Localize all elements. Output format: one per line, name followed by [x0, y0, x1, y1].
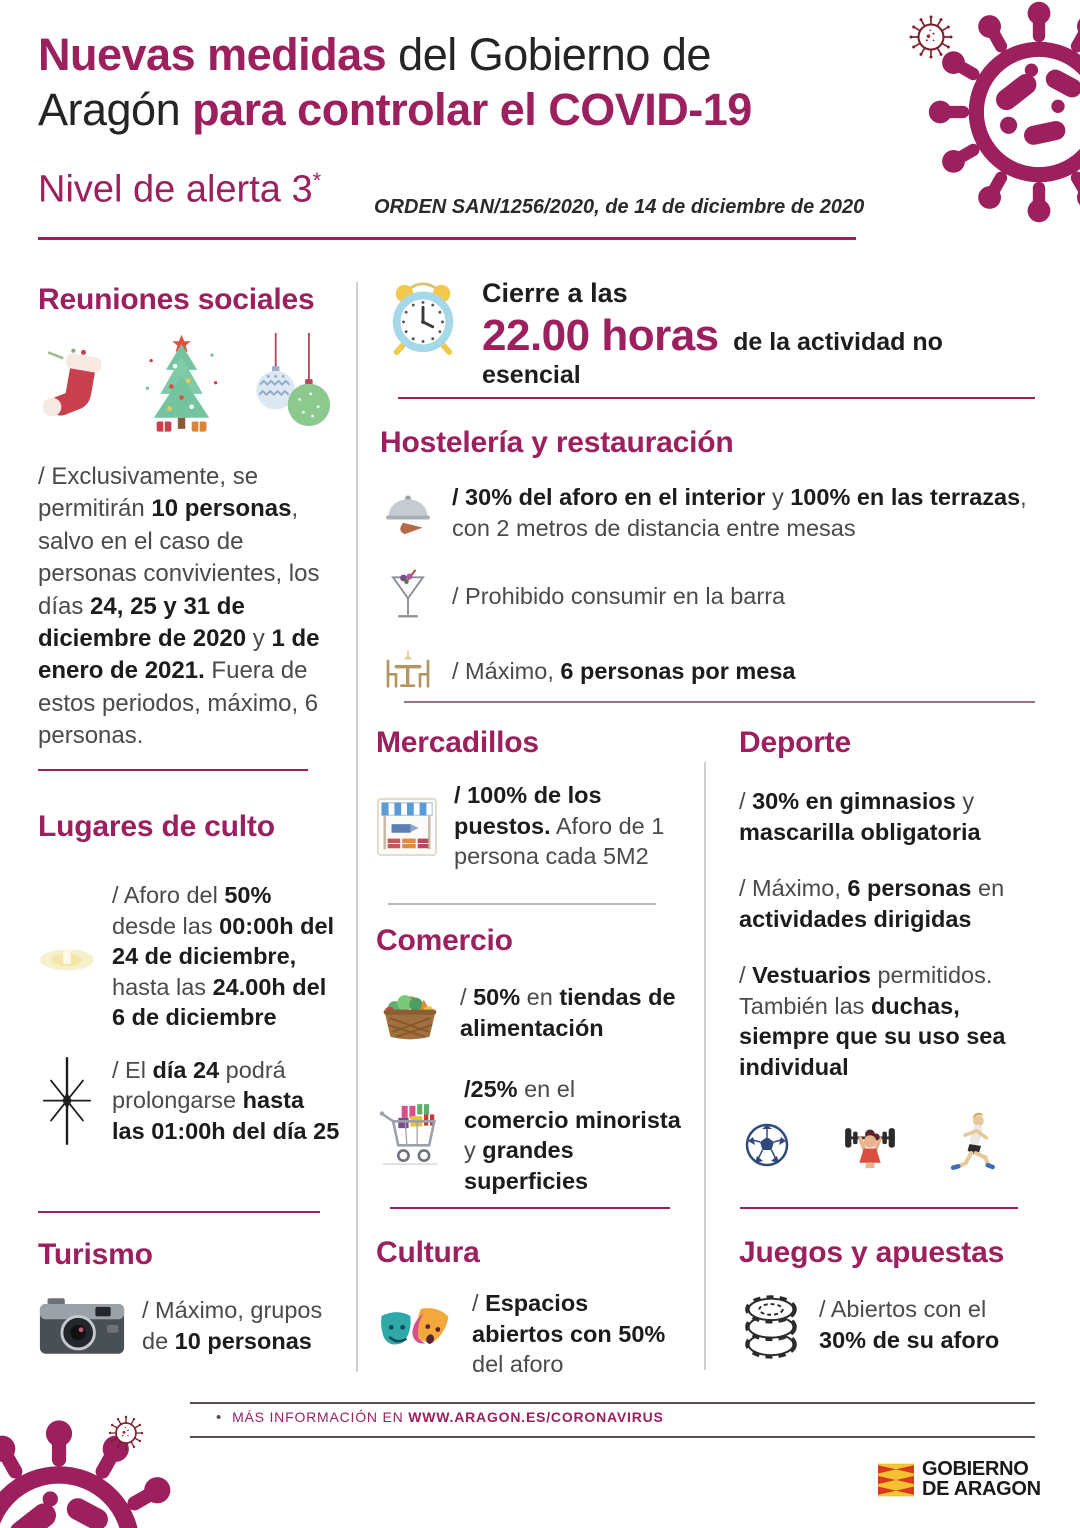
divider-left-1	[38, 769, 308, 771]
footer-bullet: •	[216, 1409, 223, 1426]
turismo-item	[38, 1292, 353, 1360]
footer-divider-top	[190, 1402, 1035, 1404]
hosteleria-item-aforo-text: / 30% del aforo en el interior y 100% en las terrazas, con 2 metros de distancia entre mesas	[452, 484, 1027, 541]
section-title-turismo: Turismo	[38, 1238, 153, 1271]
hosteleria-item-aforo	[380, 482, 1038, 543]
camera-icon	[38, 1292, 126, 1360]
alarm-clock-icon	[384, 278, 462, 358]
section-hosteleria	[380, 426, 1038, 693]
section-title-cultura: Cultura	[376, 1236, 480, 1269]
title-accent-2: para controlar el COVID-19	[192, 83, 752, 135]
lugares-item-aforo	[38, 880, 340, 1033]
cierre-lead: Cierre a las	[482, 278, 628, 308]
hosteleria-item-barra	[380, 565, 1038, 627]
divider-mercadillos	[388, 903, 656, 905]
section-turismo	[38, 1238, 353, 1360]
deporte-item-actividades: / Máximo, 6 personas en actividades dirigidas	[739, 875, 1005, 932]
star-icon	[38, 1051, 96, 1151]
food-basket-icon	[376, 982, 444, 1044]
hosteleria-item-barra-text: / Prohibido consumir en la barra	[452, 582, 786, 609]
cierre-text-block	[482, 278, 1039, 390]
section-deporte	[739, 726, 1039, 1178]
divider-left-2	[38, 1211, 320, 1213]
section-mercadillos	[376, 726, 678, 872]
aragon-flag-icon	[878, 1461, 914, 1499]
theater-masks-icon	[376, 1302, 456, 1366]
section-cierre	[384, 278, 1039, 390]
gobierno-de-aragon-logo	[878, 1460, 1041, 1499]
section-title-reuniones: Reuniones sociales	[38, 283, 315, 316]
section-cultura	[376, 1236, 688, 1380]
table-chairs-icon	[380, 649, 436, 693]
cierre-tail: de la actividad no esencial	[482, 328, 943, 389]
deporte-icons-row	[743, 1112, 998, 1178]
turismo-item-text: / Máximo, grupos de 10 personas	[142, 1297, 323, 1354]
section-title-comercio: Comercio	[376, 924, 513, 957]
cocktail-icon	[380, 565, 436, 627]
footer-info-url: WWW.ARAGON.ES/CORONAVIRUS	[408, 1409, 664, 1425]
section-title-hosteleria: Hostelería y restauración	[380, 426, 734, 459]
alert-level-text: Nivel de alerta 3	[38, 168, 313, 211]
section-juegos	[739, 1236, 1039, 1362]
vertical-divider-2	[704, 762, 706, 1370]
candle-glow-icon	[38, 936, 96, 976]
christmas-stocking-icon	[38, 339, 118, 439]
running-icon	[948, 1112, 998, 1178]
divider-cierre	[398, 397, 1035, 399]
lugares-item-dia24	[38, 1051, 340, 1151]
casino-chips-icon	[739, 1288, 803, 1362]
market-stall-icon	[376, 795, 438, 857]
alert-asterisk: *	[312, 168, 322, 193]
juegos-item	[739, 1288, 1039, 1362]
order-reference: ORDEN SAN/1256/2020, de 14 de diciembre de 2020	[374, 196, 865, 218]
section-title-juegos: Juegos y apuestas	[739, 1236, 1005, 1269]
divider-cultura	[390, 1207, 670, 1209]
section-lugares-de-culto	[38, 810, 340, 1151]
section-title-deporte: Deporte	[739, 726, 851, 759]
serving-cloche-icon	[380, 485, 436, 541]
christmas-icons-row	[38, 333, 338, 439]
mercadillos-item-text: / 100% de los puestos. Aforo de 1 persona cada 5M2	[454, 782, 665, 870]
hosteleria-item-mesa	[380, 649, 1038, 693]
section-title-lugares: Lugares de culto	[38, 810, 275, 843]
lugares-item-aforo-text: / Aforo del 50% desde las 00:00h del 24 de diciembre, hasta las 24.00h del 6 de diciembre	[112, 882, 335, 1031]
header-divider	[38, 237, 856, 240]
title-plain-1: del Gobierno de	[386, 29, 711, 80]
comercio-item-alimentacion	[376, 982, 682, 1044]
cierre-time: 22.00 horas	[482, 311, 719, 360]
cultura-item	[376, 1288, 688, 1380]
deporte-item-gimnasios: / 30% en gimnasios y mascarilla obligatoria	[739, 788, 981, 845]
christmas-baubles-icon	[246, 333, 334, 439]
page-title	[38, 28, 878, 138]
reuniones-body-text: / Exclusivamente, se permitirán 10 personas, salvo en el caso de personas convivientes, los días 24, 25 y 31 de diciembre de 2020 y 1 de enero de 2021. Fuera de estos periodos, máximo, 6 personas.	[38, 463, 320, 750]
comercio-item-minorista	[376, 1074, 682, 1196]
shopping-cart-icon	[376, 1097, 448, 1173]
logo-text	[922, 1460, 1041, 1499]
divider-hosteleria	[404, 701, 1035, 703]
section-title-mercadillos: Mercadillos	[376, 726, 539, 759]
soccer-ball-icon	[743, 1121, 791, 1169]
comercio-item-alimentacion-text: / 50% en tiendas de alimentación	[460, 984, 676, 1041]
divider-juegos	[740, 1207, 1018, 1209]
vertical-divider-1	[356, 282, 358, 1372]
deporte-item-vestuarios: / Vestuarios permitidos. También las duchas, siempre que su uso sea individual	[739, 962, 1006, 1080]
lugares-item-dia24-text: / El día 24 podrá prolongarse hasta las 01:00h del día 25	[112, 1056, 340, 1144]
title-plain-2: Aragón	[38, 83, 193, 135]
hosteleria-item-mesa-text: / Máximo, 6 personas por mesa	[452, 657, 796, 684]
alert-level	[38, 168, 321, 212]
logo-line-2: DE ARAGON	[922, 1477, 1041, 1500]
weightlifting-icon	[837, 1113, 903, 1177]
footer-info-prefix: MÁS INFORMACIÓN EN	[232, 1409, 409, 1425]
comercio-item-minorista-text: /25% en el comercio minorista y grandes superficies	[464, 1076, 681, 1194]
coronavirus-icon	[0, 1416, 190, 1528]
coronavirus-small-icon	[906, 12, 956, 62]
section-reuniones-sociales	[38, 283, 338, 753]
christmas-tree-icon	[138, 333, 226, 439]
coronavirus-small-icon	[106, 1413, 146, 1453]
footer-divider-bottom	[190, 1436, 1035, 1438]
footer-info	[216, 1409, 664, 1426]
title-accent-1: Nuevas medidas	[38, 29, 387, 80]
juegos-item-text: / Abiertos con el 30% de su aforo	[819, 1296, 1000, 1353]
cierre-line2	[482, 311, 1039, 390]
section-comercio	[376, 924, 682, 1196]
logo-line-1: GOBIERNO	[922, 1458, 1029, 1480]
cultura-item-text: / Espacios abiertos con 50% del aforo	[472, 1290, 666, 1378]
mercadillos-item	[376, 780, 678, 872]
